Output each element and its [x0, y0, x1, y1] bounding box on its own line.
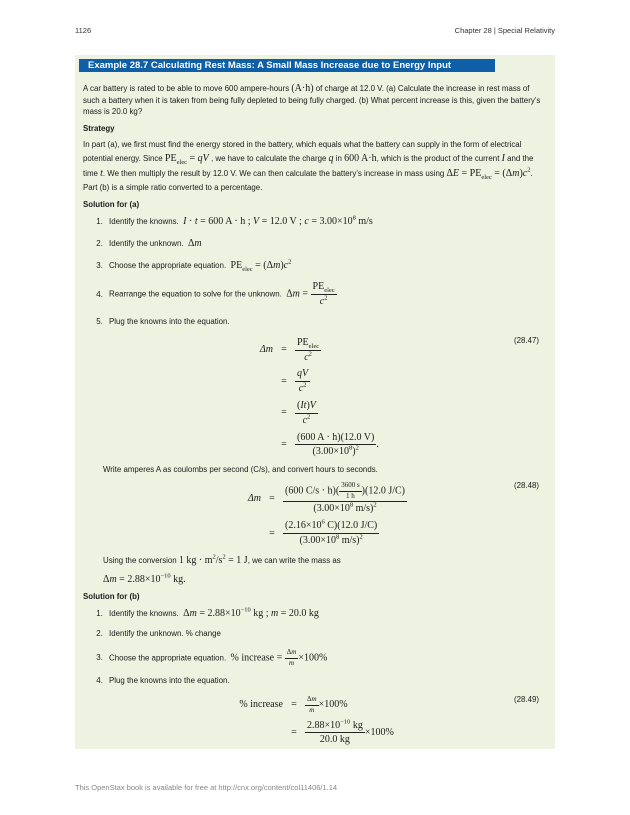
fraction-pe-c2: $\frac{PE_{elec}}{c^2}$: [312, 281, 335, 308]
example-box: [75, 55, 555, 749]
page-number: 1126: [75, 26, 92, 35]
mass-energy-equation: $\Delta E = PE_{elec} = (\Delta m)c^2$: [446, 166, 531, 182]
example-title: Example 28.7 Calculating Rest Mass: A Small Mass Increase due to Energy Input: [79, 59, 495, 72]
equation-28-49: (28.49) % increase = $\frac{\Delta m}{m}$ ×100% = $\frac{2.88\times 10^{-10} kg}{20.0 kg}$ ×100%: [228, 695, 547, 749]
current-symbol: I: [501, 152, 505, 164]
conversion-equation: 1 kg · $m^2/s^2 = 1$ J: [178, 553, 248, 566]
footer-note: This OpenStax book is available for free at http://cnx.org/content/col11406/1.14: [75, 783, 338, 792]
equation-28-48: (28.48) Δm = (600 C/s · h)( $\frac{3600 s}{1 h}$ )(12.0 J/C) ($3.00\times 10^8$ m/s)$^2$ = $\frac{(2.16\times 10^6 C)(12.0 J/C)}{(3.00\times 10^8 m/s)^2}$: [247, 481, 539, 546]
strategy-text-1: In part (a), we first must find the energy stored in the battery, which equals what the battery can supply in the form of electrical potential energy. Since: [83, 139, 522, 163]
known-c: 3.00×10: [319, 215, 353, 227]
eq48-row1-a: (600 C/s · h): [285, 485, 336, 497]
intro-text-a: A car battery is rated to be able to move 600 ampere-hours: [83, 84, 292, 93]
strategy-text-2: , we have to calculate the charge: [210, 153, 329, 163]
eq-number-28-49: (28.49): [513, 695, 539, 705]
step-a3: [105, 259, 547, 273]
known-v: 12.0 V: [269, 215, 297, 227]
eq48-frac-num: 3600 s: [339, 481, 361, 492]
strategy-text-7: . Part (b) is a simple ratio converted to a percentage.: [83, 169, 533, 192]
step-b1: [105, 607, 547, 621]
eq47-numerator: (600 A · h)(12.0 V): [295, 431, 376, 446]
solution-b-heading: Solution for (b): [83, 592, 140, 602]
equation-b3: % increase =: [230, 652, 285, 664]
equation-28-47: (28.47) Δm = $\frac{PE_{elec}}{c^2}$ = $\frac{qV}{c^2}$ = $\frac{(It)V}{c^2}$ = $\frac{(600 A \cdot h)(12.0 V)}{(3.00\times 10^8)^2}$ .: [259, 335, 539, 458]
knowns-b: $\Delta m = 2.88\times 10^{-10}$ kg ; m = 20.0 kg: [183, 606, 319, 620]
example-content: [83, 82, 547, 749]
strategy-text-6: . We then multiply the result by 12.0 V. We can then calculate the battery’s increase in mass using: [102, 169, 447, 179]
eq48-frac-den: 1 h: [346, 491, 355, 500]
intro-paragraph: [83, 82, 547, 118]
step-b3-text: Choose the appropriate equation.: [109, 653, 227, 663]
solution-a-steps: [83, 215, 547, 328]
strategy-paragraph: [83, 139, 547, 195]
intro-unit: (A·h): [291, 83, 314, 94]
intro-text-b: of charge at 12.0 V. (a) Calculate the increase in rest mass of such a battery when it is taken from being fully depleted to being fully charged. (b) What percent increase is this, given the battery’s mass is 20.0 kg?: [83, 84, 541, 116]
conversion-sentence: [103, 554, 547, 568]
strategy-heading: Strategy: [83, 123, 115, 133]
step-a4: [105, 280, 547, 309]
fraction-dm-m: $\frac{\Delta m}{m}$: [286, 648, 297, 667]
step-a1-text: Identify the knowns.: [109, 216, 179, 226]
result-mass: $\Delta m = 2.88\times 10^{-10}$ kg.: [103, 572, 186, 585]
equation-a3: $PE_{elec} = (\Delta m)c^2$: [230, 258, 292, 273]
step-a1: [105, 215, 547, 229]
step-b3: 3. Choose the appropriate equation. % increase = $\frac{\Delta m}{m}$ ×100%: [105, 648, 547, 668]
step-b4: [105, 676, 547, 687]
step-a2-text: Identify the unknown.: [109, 238, 184, 248]
known-it: 600 A · h: [208, 215, 246, 227]
conversion-text-a: Using the conversion: [103, 555, 179, 565]
step-b2-text: Identify the unknown. % change: [109, 629, 221, 639]
eq48-row1-b: (12.0 J/C): [365, 485, 406, 497]
unknown-dm: Δm: [187, 237, 202, 249]
convert-note: Write amperes A as coulombs per second (C/s), and convert hours to seconds.: [103, 465, 378, 475]
chapter-title: Chapter 28 | Special Relativity: [454, 26, 555, 35]
solution-a-heading: Solution for (a): [83, 200, 140, 210]
step-a5-text: Plug the knowns into the equation.: [109, 316, 230, 326]
pe-equation: $PE_{elec}$ = qV: [164, 152, 209, 166]
step-b1-text: Identify the knowns.: [109, 609, 179, 619]
step-a3-text: Choose the appropriate equation.: [109, 260, 227, 270]
percent-label: % increase: [239, 699, 283, 711]
step-b2: [105, 629, 547, 640]
equation-a4: Δm =: [286, 288, 311, 300]
conversion-text-b: , we can write the mass as: [247, 555, 341, 565]
eq-number-28-48: (28.48): [513, 481, 539, 491]
solution-b-steps: [83, 607, 547, 687]
step-a2: [105, 237, 547, 251]
strategy-text-3: in: [333, 153, 345, 163]
result-value: 2.88×10: [127, 573, 161, 585]
eq-number-28-47: (28.47): [513, 335, 539, 345]
charge-value: 600 A·h: [344, 152, 377, 164]
time-symbol: t: [100, 168, 103, 180]
step-b4-text: Plug the knowns into the equation.: [109, 676, 230, 686]
strategy-text-5: and the time: [83, 153, 534, 179]
known-mass: 20.0 kg: [288, 608, 319, 620]
knowns-a: I · t = 600 A · h ; V = 12.0 V ; $c = 3.00\times 10^8$ m/s: [183, 214, 373, 227]
step-a5: [105, 317, 547, 328]
charge-symbol: q: [328, 152, 334, 164]
strategy-text-4: , which is the product of the current: [376, 153, 502, 163]
eq48-row2-num: (12.0 J/C): [337, 520, 378, 532]
step-a4-text: Rearrange the equation to solve for the unknown.: [109, 289, 282, 299]
